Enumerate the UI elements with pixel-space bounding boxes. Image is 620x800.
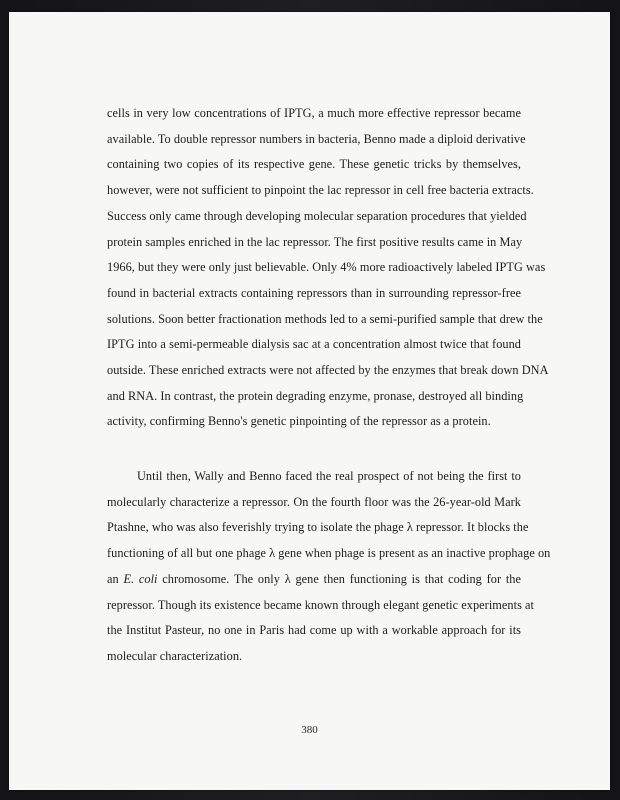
text-segment: chromosome. The only λ gene then functioning is that coding for the [157,571,521,586]
text-line [107,567,521,593]
text-line: containing two copies of its respective gene. These genetic tricks by themselves, [107,157,521,172]
italic-species-name: E. coli [123,571,158,586]
text-line: the Institut Pasteur, no one in Paris had come up with a workable approach for its [107,623,521,638]
text-line: Ptashne, who was also feverishly trying to isolate the phage λ repressor. It blocks the [107,520,529,535]
text-line: 1966, but they were only just believable. Only 4% more radioactively labeled IPTG was [107,260,546,275]
text-line: IPTG into a semi-permeable dialysis sac at a concentration almost twice that found [107,337,521,352]
text-line: solutions. Soon better fractionation methods led to a semi-purified sample that drew the [107,311,543,326]
document-page [9,12,610,790]
text-line: activity, confirming Benno's genetic pinpointing of the repressor as a protein. [107,414,491,429]
paragraph-1 [107,101,549,435]
text-line: cells in very low concentrations of IPTG, a much more effective repressor became [107,106,521,120]
text-line: Until then, Wally and Benno faced the real prospect of not being the first to [137,469,521,483]
text-line: Success only came through developing molecular separation procedures that yielded [107,208,527,223]
text-line: repressor. Though its existence became known through elegant genetic experiments at [107,597,535,612]
page-number: 380 [301,724,318,736]
text-line: molecularly characterize a repressor. On the fourth floor was the 26-year-old Mark [107,494,521,509]
text-line: functioning of all but one phage λ gene when phage is present as an inactive prophage on [107,546,551,561]
text-line: outside. These enriched extracts were not affected by the enzymes that break down DNA [107,363,549,378]
text-segment: an [107,571,124,586]
text-line: however, were not sufficient to pinpoint the lac repressor in cell free bacteria extracts. [107,183,534,198]
paragraph-2 [107,464,551,670]
text-line: found in bacterial extracts containing repressors than in surrounding repressor-free [107,285,521,300]
text-line: and RNA. In contrast, the protein degrading enzyme, pronase, destroyed all binding [107,388,524,403]
text-line: protein samples enriched in the lac repressor. The first positive results came in May [107,234,523,249]
text-line: molecular characterization. [107,648,243,663]
text-line: available. To double repressor numbers in bacteria, Benno made a diploid derivative [107,131,526,146]
